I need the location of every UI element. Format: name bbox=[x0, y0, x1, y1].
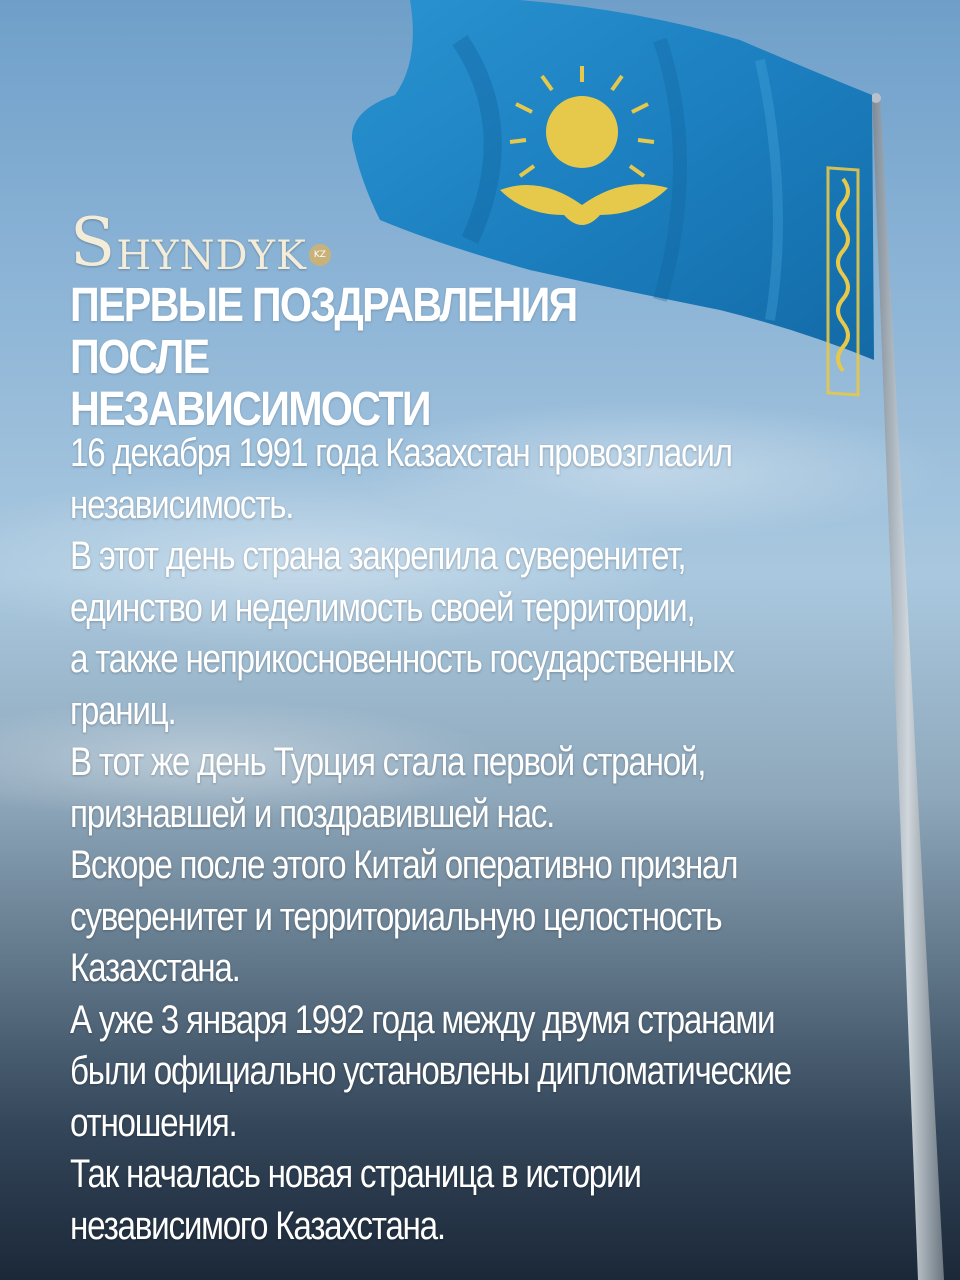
body-line: 16 декабря 1991 года Казахстан провозгласил bbox=[70, 431, 732, 475]
body-line: Вскоре после этого Китай оперативно признал bbox=[70, 843, 738, 887]
logo-wordmark: HYNDYK bbox=[116, 233, 307, 279]
logo-badge: KZ bbox=[309, 244, 331, 266]
page-title bbox=[70, 280, 724, 436]
title-line: ПЕРВЫЕ ПОЗДРАВЛЕНИЯ ПОСЛЕ bbox=[70, 279, 577, 384]
body-line: были официально установлены дипломатические bbox=[70, 1049, 791, 1093]
body-line: единство и неделимость своей территории, bbox=[70, 585, 695, 630]
body-line: отношения. bbox=[70, 1100, 237, 1145]
article-body bbox=[70, 428, 908, 1252]
body-line: В тот же день Турция стала первой страной, bbox=[70, 740, 706, 784]
body-line: независимого Казахстана. bbox=[70, 1203, 445, 1248]
body-line: В этот день страна закрепила суверенитет, bbox=[70, 534, 686, 578]
shyndyk-logo-icon bbox=[70, 204, 331, 281]
body-line: Так началась новая страница в истории bbox=[70, 1152, 641, 1196]
logo-initial: S bbox=[70, 204, 117, 281]
body-line: А уже 3 января 1992 года между двумя странами bbox=[70, 997, 775, 1042]
body-line: Казахстана. bbox=[70, 946, 240, 990]
body-line: суверенитет и территориальную целостность bbox=[70, 894, 722, 939]
body-line: а также неприкосновенность государственных bbox=[70, 637, 734, 681]
body-line: признавшей и поздравившей нас. bbox=[70, 791, 555, 836]
body-line: границ. bbox=[70, 688, 176, 733]
title-line: НЕЗАВИСИМОСТИ bbox=[70, 383, 430, 436]
body-line: независимость. bbox=[70, 482, 294, 527]
